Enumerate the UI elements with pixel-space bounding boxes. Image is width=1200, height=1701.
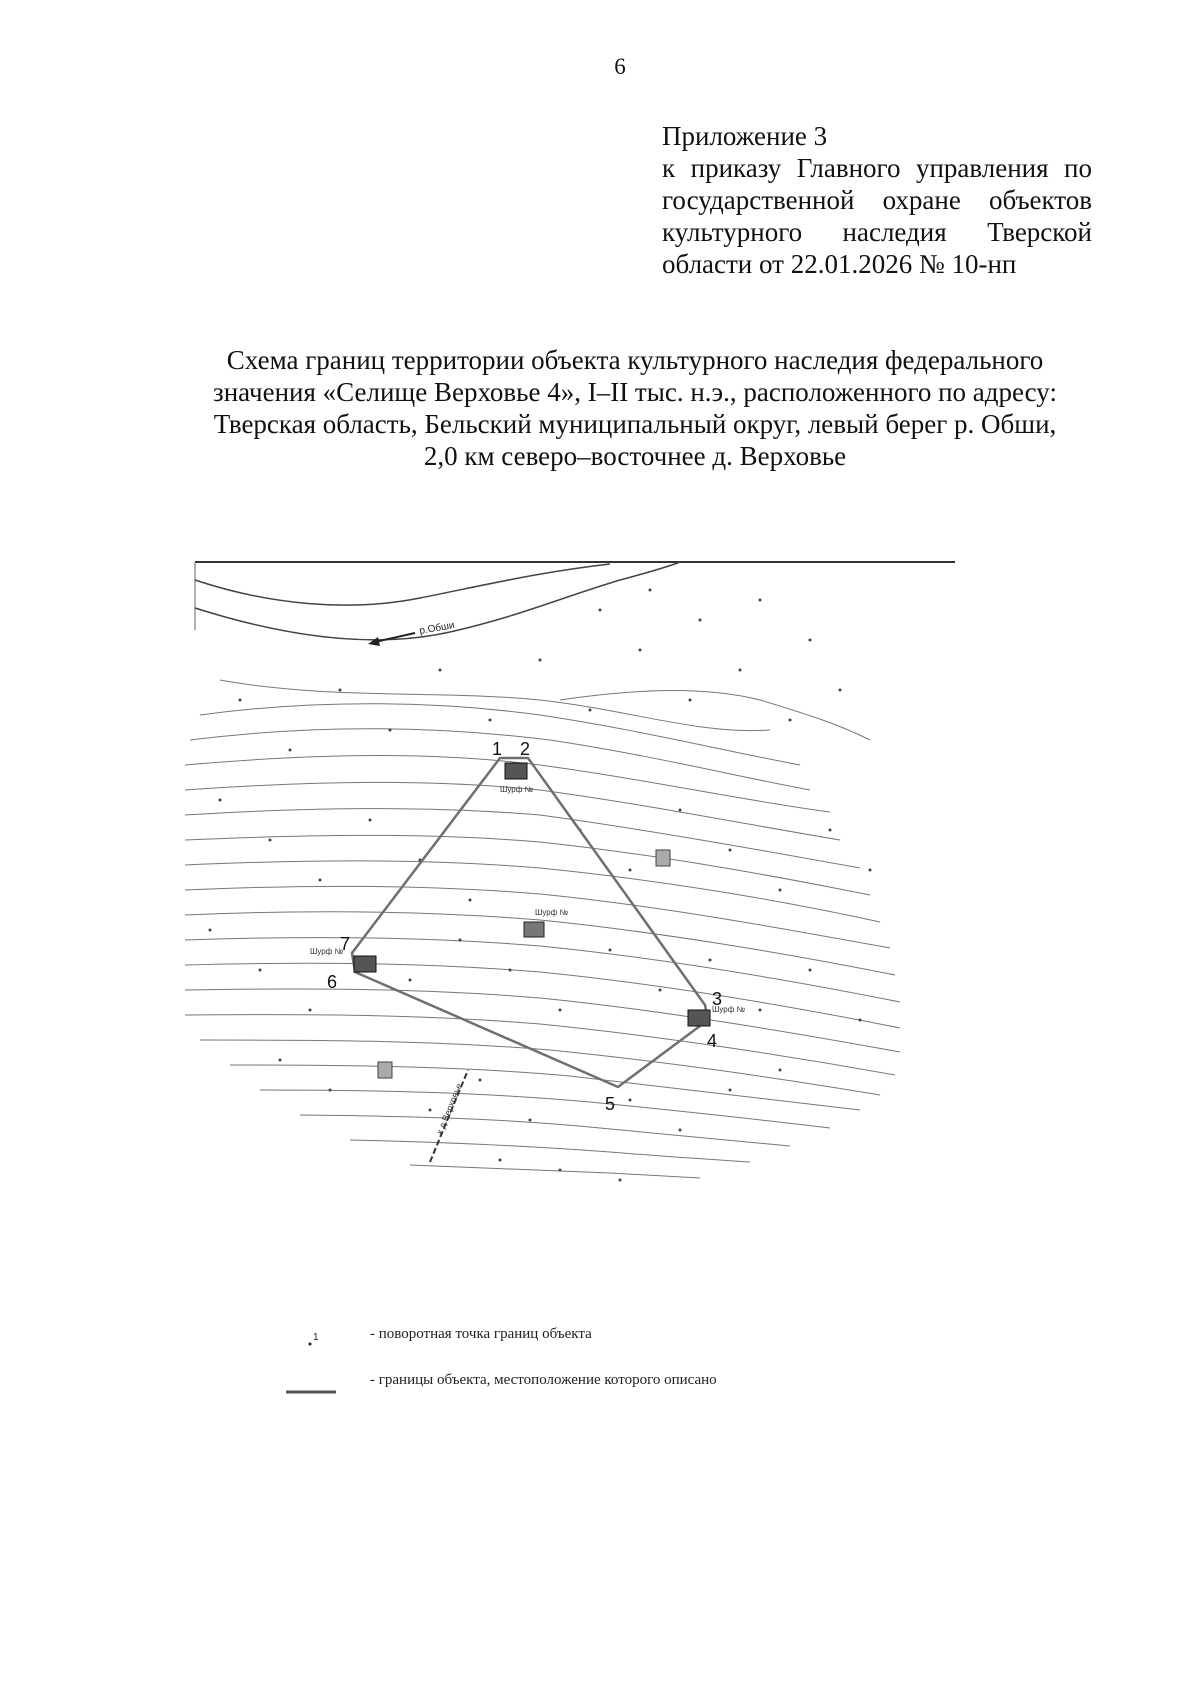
appendix-line: области от 22.01.2026 № 10-нп [662, 249, 1017, 279]
road-to-verkhovye [430, 1070, 468, 1162]
survey-pit [688, 1010, 710, 1026]
page-number: 6 [614, 54, 626, 79]
turning-point-symbol [280, 1324, 340, 1354]
turning-point-label: 3 [712, 989, 723, 1009]
legend-turning-point [280, 1324, 980, 1354]
legend-boundary-text: - границы объекта, местоположение которого описано [370, 1372, 717, 1388]
legend-turning-point-text: - поворотная точка границ объекта [370, 1326, 592, 1342]
turning-point-label: 6 [327, 972, 338, 992]
title-line: Тверская область, Бельский муниципальный округ, левый берег р. Обши, [213, 409, 1057, 439]
pit-label: Шурф № [712, 1005, 746, 1014]
survey-pit [378, 1062, 392, 1078]
survey-pit [354, 956, 376, 972]
legend-boundary [280, 1370, 980, 1400]
boundary-line-symbol [280, 1370, 340, 1400]
document-title [150, 344, 1120, 472]
river-label: р.Обши [418, 619, 456, 637]
pit-label: Шурф № [535, 908, 569, 917]
appendix-header [662, 120, 1092, 280]
title-line: Схема границ территории объекта культурного наследия федерального [226, 345, 1044, 375]
turning-point-label: 1 [492, 739, 503, 759]
turning-point-label: 2 [520, 739, 531, 759]
boundary-map [180, 550, 960, 1300]
appendix-line: государственной охране объектов [662, 185, 1092, 215]
survey-pit [505, 763, 527, 779]
turning-point-symbol-label: 1 [313, 1332, 319, 1343]
appendix-line: Приложение 3 [662, 121, 828, 151]
survey-pit [656, 850, 670, 866]
title-line: 2,0 км северо–восточнее д. Верховье [423, 441, 847, 471]
survey-pits [354, 763, 710, 1078]
pit-label: Шурф № [500, 785, 534, 794]
appendix-line: к приказу Главного управления по [662, 153, 1092, 183]
terrain-dots [209, 589, 872, 1182]
turning-point-label: 4 [707, 1031, 718, 1051]
turning-point-label: 5 [605, 1094, 616, 1114]
pit-label: Шурф № [310, 947, 344, 956]
map-top-border [195, 562, 955, 630]
survey-pit [524, 922, 544, 937]
turning-point-label: 7 [340, 934, 351, 954]
road-label: к д.Верховье [434, 1081, 465, 1136]
appendix-line: культурного наследия Тверской [662, 217, 1092, 247]
title-line: значения «Селище Верховье 4», I–II тыс. н.э., расположенного по адресу: [213, 377, 1057, 407]
